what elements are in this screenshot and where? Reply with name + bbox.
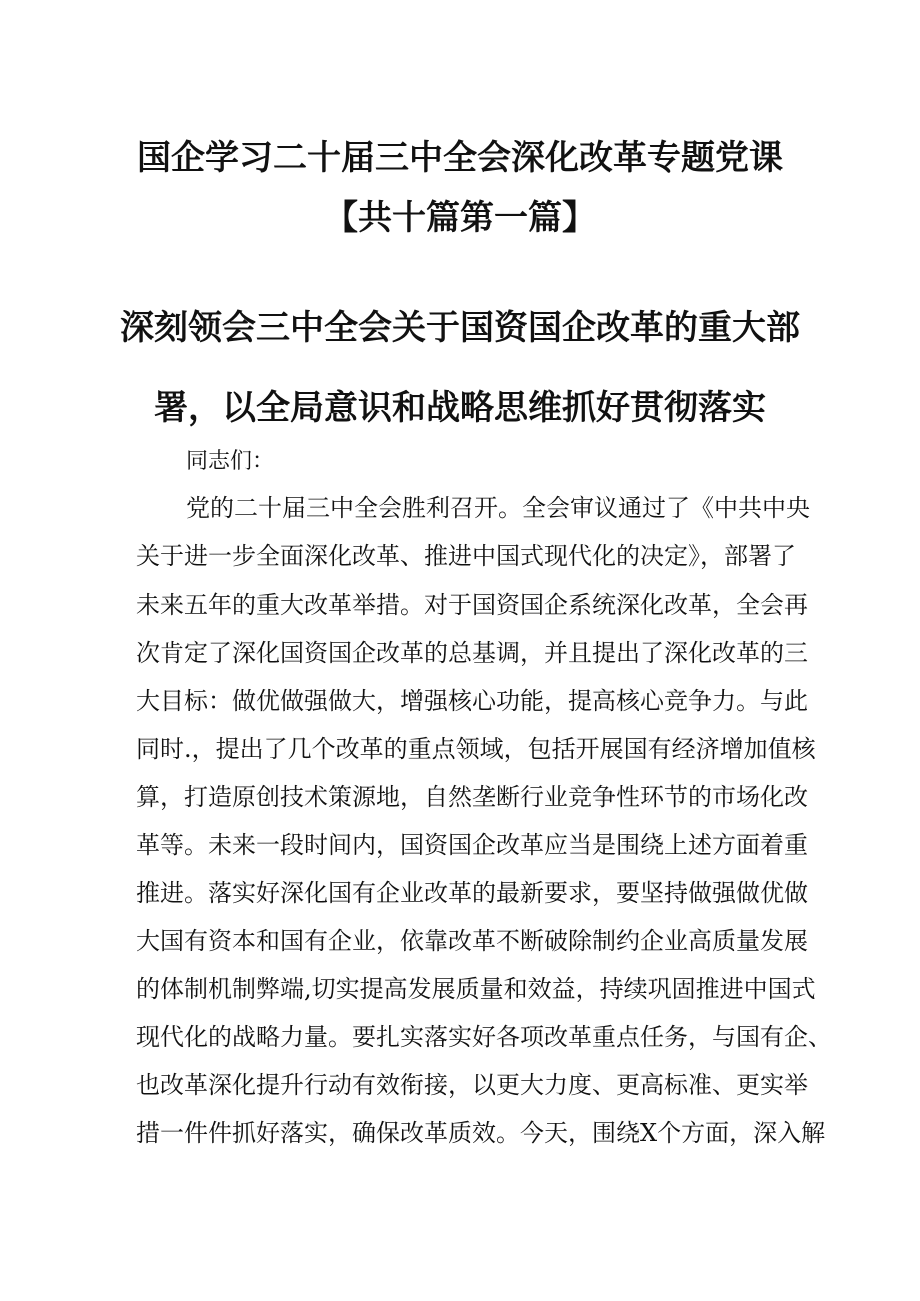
body-line: 措一件件抓好落实，确保改革质效。今天，围绕X个方面，深入解: [136, 1119, 826, 1147]
body-line: 革等。未来一段时间内，国资国企改革应当是围绕上述方面着重: [136, 831, 808, 859]
body-line: 大国有资本和国有企业，依靠改革不断破除制约企业高质量发展: [136, 927, 808, 955]
body-line: 现代化的战略力量。要扎实落实好各项改革重点任务，与国有企、: [136, 1023, 832, 1051]
body-line: 同时.，提出了几个改革的重点领域，包括开展国有经济增加值核: [136, 735, 816, 763]
document-heading-line-2: 署，以全局意识和战略思维抓好贯彻落实: [154, 388, 766, 428]
body-line: 未来五年的重大改革举措。对于国资国企系统深化改革，全会再: [136, 591, 808, 619]
document-title-line-1: 国企学习二十届三中全会深化改革专题党课: [137, 138, 783, 178]
salutation: 同志们：: [186, 449, 275, 474]
body-line: 关于进一步全面深化改革、推进中国式现代化的决定》，部署了: [136, 542, 796, 570]
body-line: 党的二十届三中全会胜利召开。全会审议通过了《中共中央: [186, 494, 810, 522]
document-subtitle: 【共十篇第一篇】: [324, 198, 596, 238]
body-line: 也改革深化提升行动有效衔接，以更大力度、更高标准、更实举: [136, 1071, 808, 1099]
body-line: 算，打造原创技术策源地，自然垄断行业竞争性环节的市场化改: [136, 783, 808, 811]
body-line: 推进。落实好深化国有企业改革的最新要求，要坚持做强做优做: [136, 879, 808, 907]
body-line: 大目标：做优做强做大，增强核心功能，提高核心竞争力。与此: [136, 687, 808, 715]
document-heading-line-1: 深刻领会三中全会关于国资国企改革的重大部: [120, 308, 800, 348]
body-line: 次肯定了深化国资国企改革的总基调，并且提出了深化改革的三: [136, 639, 808, 667]
body-line: 的体制机制弊端,切实提高发展质量和效益，持续巩固推进中国式: [136, 975, 816, 1003]
